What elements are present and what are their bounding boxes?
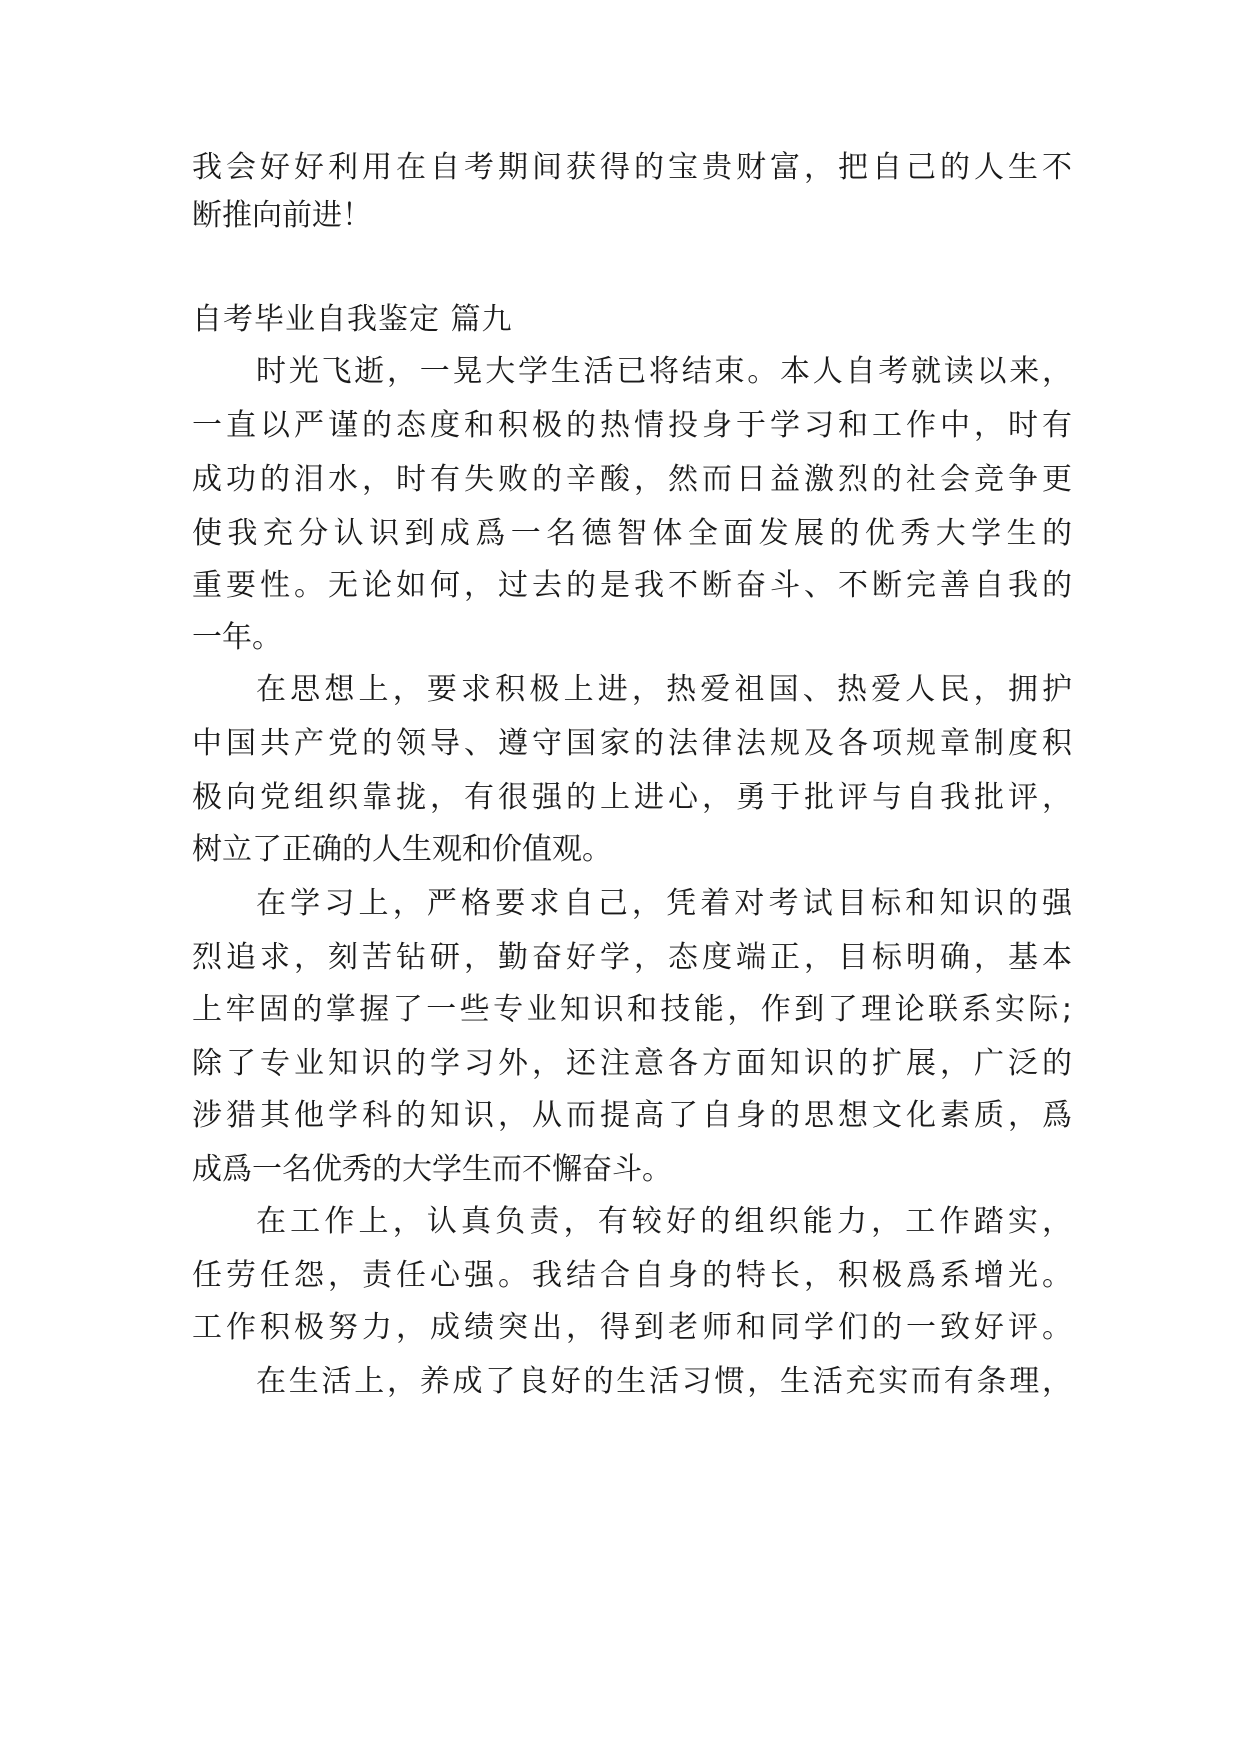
text-line: 中国共产党的领导、遵守国家的法律法规及各项规章制度积	[192, 726, 1072, 761]
text-line: 上牢固的掌握了一些专业知识和技能，作到了理论联系实际;	[192, 992, 1072, 1027]
text-line: 工作积极努力，成绩突出，得到老师和同学们的一致好评。	[192, 1310, 1072, 1345]
text-line: 成功的泪水，时有失败的辛酸，然而日益激烈的社会竞争更	[192, 462, 1072, 497]
text-line: 涉猎其他学科的知识，从而提高了自身的思想文化素质，爲	[192, 1098, 1072, 1133]
paragraph-first-line: 在生活上，养成了良好的生活习惯，生活充实而有条理，	[256, 1364, 1072, 1399]
text-line: 任劳任怨，责任心强。我结合自身的特长，积极爲系增光。	[192, 1258, 1072, 1293]
paragraph-first-line: 在学习上，严格要求自己，凭着对考试目标和知识的强	[256, 886, 1072, 921]
text-line: 成爲一名优秀的大学生而不懈奋斗。	[192, 1152, 672, 1187]
text-line: 重要性。无论如何，过去的是我不断奋斗、不断完善自我的	[192, 568, 1072, 603]
paragraph-first-line: 时光飞逝，一晃大学生活已将结束。本人自考就读以来，	[256, 354, 1072, 389]
section-heading: 自考毕业自我鉴定 篇九	[192, 302, 513, 337]
text-line: 断推向前进！	[192, 198, 372, 233]
text-line: 我会好好利用在自考期间获得的宝贵财富，把自己的人生不	[192, 150, 1072, 185]
text-line: 使我充分认识到成爲一名德智体全面发展的优秀大学生的	[192, 516, 1072, 551]
text-line: 一年。	[192, 620, 282, 655]
text-line: 极向党组织靠拢，有很强的上进心，勇于批评与自我批评，	[192, 780, 1072, 815]
text-line: 烈追求，刻苦钻研，勤奋好学，态度端正，目标明确，基本	[192, 940, 1072, 975]
text-line: 树立了正确的人生观和价值观。	[192, 832, 612, 867]
paragraph-first-line: 在工作上，认真负责，有较好的组织能力，工作踏实，	[256, 1204, 1072, 1239]
text-line: 除了专业知识的学习外，还注意各方面知识的扩展，广泛的	[192, 1046, 1072, 1081]
text-line: 一直以严谨的态度和积极的热情投身于学习和工作中，时有	[192, 408, 1072, 443]
paragraph-first-line: 在思想上，要求积极上进，热爱祖国、热爱人民，拥护	[256, 672, 1072, 707]
